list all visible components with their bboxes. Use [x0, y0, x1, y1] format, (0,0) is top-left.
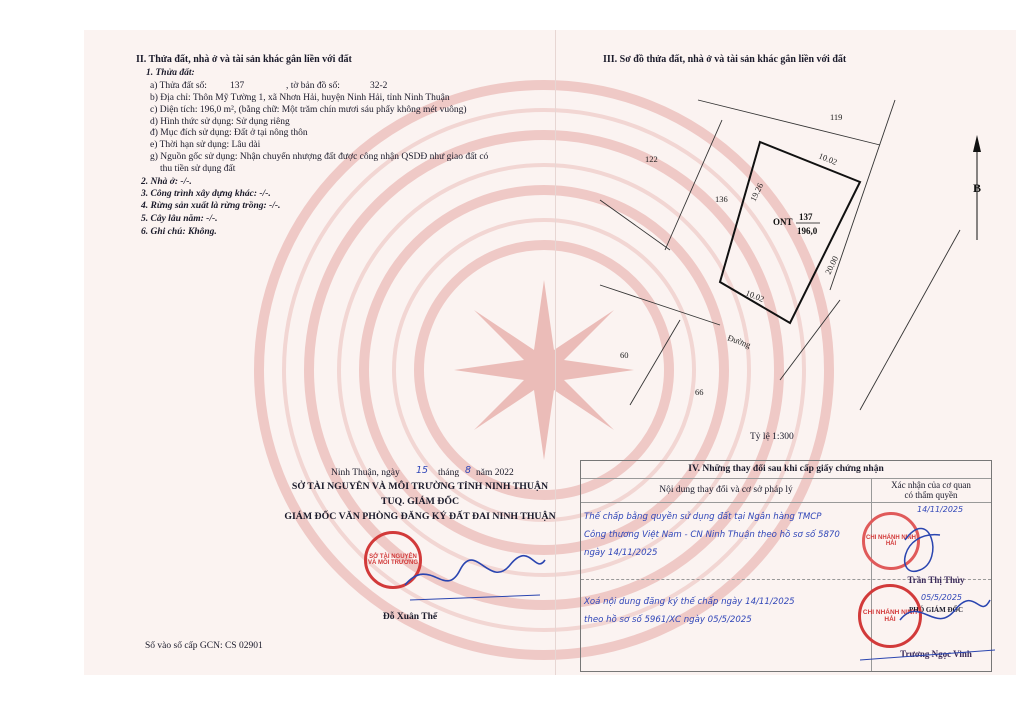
- map-scale: Tỷ lệ 1:300: [750, 432, 794, 442]
- construction-item: 3. Công trình xây dựng khác: -/-.: [141, 189, 271, 199]
- date-month-label: tháng: [438, 468, 460, 478]
- signer-name: Đỗ Xuân Thế: [382, 612, 438, 622]
- org-name: SỞ TÀI NGUYÊN VÀ MÔI TRƯỜNG TỈNH NINH THUẬN: [291, 481, 549, 492]
- address-line: b) Địa chỉ: Thôn Mỹ Tường 1, xã Nhơn Hải, huyện Ninh Hải, tỉnh Ninh Thuận: [150, 93, 450, 103]
- authorization-line: TUQ. GIÁM ĐỐC: [380, 496, 460, 507]
- changes-table-title: IV. Những thay đổi sau khi cấp giấy chứng nhận: [688, 464, 884, 474]
- entry1-date: 14/11/2025: [917, 505, 964, 514]
- neighbor-66: 66: [695, 387, 704, 397]
- map-sheet-number: 32-2: [370, 81, 388, 91]
- map-sheet-label: , tờ bản đồ số:: [286, 81, 340, 91]
- section-ii-title: II. Thửa đất, nhà ở và tài sản khác gắn liền với đất: [136, 54, 352, 65]
- perennial-item: 5. Cây lâu năm: -/-.: [141, 214, 218, 224]
- page-fold: [555, 30, 556, 675]
- date-year: năm 2022: [476, 468, 514, 478]
- certificate-number: Số vào sổ cấp GCN: CS 02901: [145, 641, 263, 651]
- office-title: GIÁM ĐỐC VĂN PHÒNG ĐĂNG KÝ ĐẤT ĐAI NINH THUẬN: [284, 511, 556, 522]
- col-confirm-header-1: Xác nhận của cơ quan: [891, 480, 971, 490]
- house-item: 2. Nhà ở: -/-.: [141, 177, 192, 187]
- dim-top: 10.02: [817, 150, 839, 168]
- date-month: 8: [465, 465, 472, 476]
- date-day: 15: [416, 465, 429, 476]
- entry1-line1: Thế chấp bằng quyền sử dụng đất tại Ngân hàng TMCP: [584, 512, 822, 522]
- dim-left: 19.26: [747, 181, 766, 203]
- forest-item: 4. Rừng sản xuất là rừng trồng: -/-.: [141, 201, 281, 211]
- section-iii-title: III. Sơ đồ thửa đất, nhà ở và tài sản khác gắn liền với đất: [603, 54, 847, 65]
- area-line: c) Diện tích: 196,0 m², (bằng chữ: Một trăm chín mươi sáu phẩy không mét vuông): [150, 105, 467, 115]
- branch-seal-2: CHI NHÁNH NINH HẢI: [858, 584, 922, 648]
- note-item: 6. Ghi chú: Không.: [141, 227, 217, 237]
- signature-mark: [400, 545, 550, 605]
- road-label: Đường: [726, 332, 753, 351]
- entry1-line3: ngày 14/11/2025: [584, 548, 658, 558]
- date-place: Ninh Thuận, ngày: [331, 468, 400, 478]
- neighbor-122: 122: [645, 154, 658, 164]
- signer2-name: Trương Ngọc Vinh: [900, 649, 972, 659]
- col-confirm-header-2: có thẩm quyền: [904, 490, 958, 500]
- parcel-area-map: 196,0: [797, 226, 818, 236]
- entry2-date: 05/5/2025: [921, 593, 963, 602]
- parcel-number-label: a) Thửa đất số:: [150, 81, 207, 91]
- north-label: B: [973, 181, 982, 195]
- neighbor-60: 60: [620, 350, 629, 360]
- origin-line-1: g) Nguồn gốc sử dụng: Nhận chuyển nhượng đất được công nhận QSDĐ như giao đất có: [150, 152, 489, 162]
- entry2-line2: theo hồ sơ số 5961/XC ngày 05/5/2025: [584, 615, 752, 625]
- origin-line-2: thu tiền sử dụng đất: [160, 164, 236, 174]
- dim-right: 20.00: [822, 254, 841, 276]
- entry2-line1: Xoá nội dung đăng ký thế chấp ngày 14/11/2025: [584, 597, 795, 607]
- col-content-header: Nội dung thay đổi và cơ sở pháp lý: [659, 485, 793, 495]
- dim-bottom: 10.02: [744, 287, 766, 305]
- neighbor-136: 136: [715, 194, 728, 204]
- entry1-line2: Công thương Việt Nam - CN Ninh Thuận theo hồ sơ số 5870: [584, 530, 840, 540]
- signer1-title: PHÓ GIÁM ĐỐC: [908, 606, 964, 614]
- usage-purpose-line: đ) Mục đích sử dụng: Đất ở tại nông thôn: [150, 128, 308, 138]
- parcel-number-map: 137: [799, 212, 813, 222]
- official-seal: SỞ TÀI NGUYÊN VÀ MÔI TRƯỜNG: [364, 531, 422, 589]
- parcel-map: [590, 90, 1000, 430]
- neighbor-119: 119: [830, 112, 843, 122]
- branch-seal-1: CHI NHÁNH NINH HẢI: [862, 512, 920, 570]
- usage-term-line: e) Thời hạn sử dụng: Lâu dài: [150, 140, 261, 150]
- parcel-number: 137: [230, 81, 245, 91]
- parcel-code: ONT: [773, 217, 793, 227]
- confirm-signatures: [860, 500, 1000, 670]
- usage-form-line: d) Hình thức sử dụng: Sử dụng riêng: [150, 117, 290, 127]
- signer1-name: Trần Thị Thủy: [907, 575, 965, 585]
- parcel-heading: 1. Thửa đất:: [146, 68, 195, 78]
